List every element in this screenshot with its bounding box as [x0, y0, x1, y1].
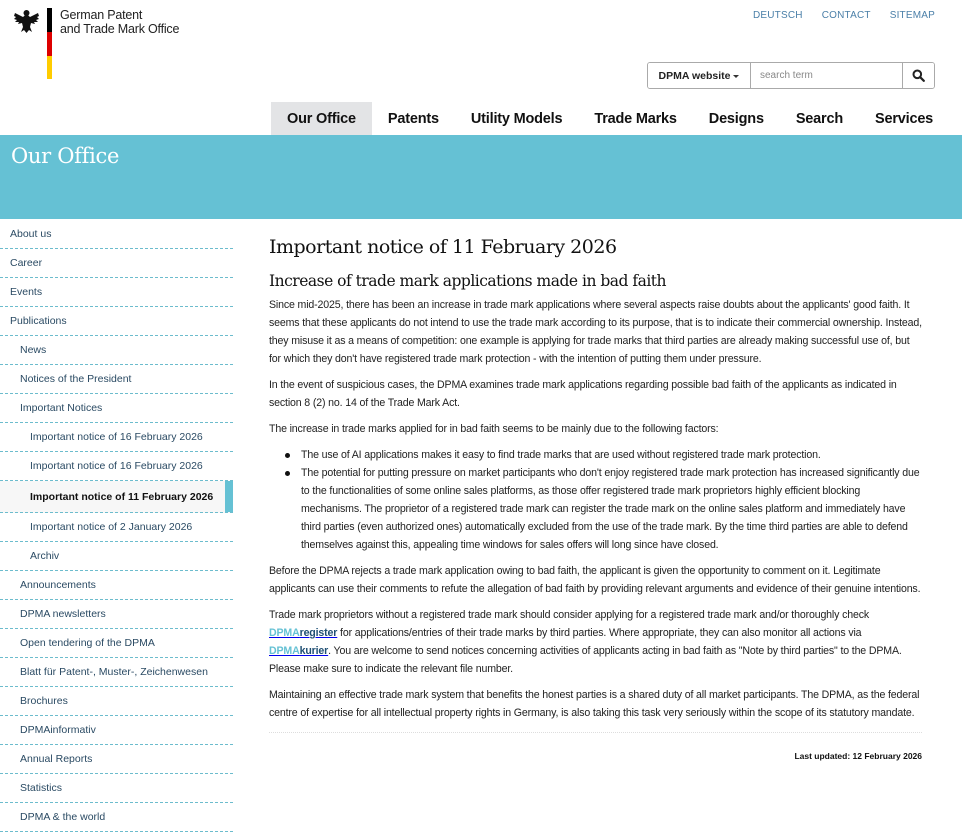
nav-patents[interactable]: Patents: [387, 110, 439, 127]
sidebar-item-archiv[interactable]: [0, 542, 233, 571]
sidebar-item-label: Important notice of 16 February 2026: [30, 431, 203, 443]
sidebar-item-events[interactable]: [0, 278, 233, 307]
link-prefix: DPMA: [269, 645, 300, 657]
nav-utility-models[interactable]: Utility Models: [470, 110, 563, 127]
link-suffix: register: [299, 627, 338, 639]
sidebar-item-announcements[interactable]: [0, 571, 233, 600]
sidebar-item-label: Important notice of 11 February 2026: [30, 490, 214, 503]
nav-trade-marks[interactable]: Trade Marks: [594, 110, 677, 127]
list-item: [285, 446, 922, 464]
german-flag-bar: [47, 8, 52, 79]
paragraph-examination: In the event of suspicious cases, the DPMA examines trade mark applications regarding possible bad faith of the applicants as indicated in section 8 (2) no. 14 of the Trade Mark Act.: [269, 379, 897, 409]
text-segment: . You are welcome to send notices concerning activities of applicants acting in bad faith as "Note by third parties" to the DPMA. Please make sure to indicate the relevant file number.: [269, 645, 902, 675]
dpma-logo[interactable]: [13, 8, 213, 83]
sidebar-item-notice-11-feb-2026[interactable]: [0, 481, 233, 513]
article: [269, 236, 922, 761]
sidebar-item-label: Blatt für Patent-, Muster-, Zeichenwesen: [20, 666, 208, 678]
text-segment: for applications/entries of their trade marks by third parties. Where appropriate, they can also monitor all actions via: [337, 627, 862, 639]
meta-link-sitemap[interactable]: SITEMAP: [889, 10, 935, 21]
sidebar-item-statistics[interactable]: [0, 774, 233, 803]
sidebar-item-important-notices[interactable]: [0, 394, 233, 423]
sidebar-item-label: DPMAinformativ: [20, 724, 96, 736]
search-icon: [912, 69, 925, 82]
sidebar-item-news[interactable]: [0, 336, 233, 365]
sidebar-item-label: Publications: [10, 315, 67, 327]
sidebar-item-label: About us: [10, 228, 52, 240]
paragraph-conclusion: Maintaining an effective trade mark system that benefits the honest parties is a shared duty of all market participants. The DPMA, as the federal centre of expertise for all intellectual property rights in Germany, is also taking this task very seriously within the scope of its statutory mandate.: [269, 689, 920, 719]
main-navigation: [271, 102, 949, 135]
link-prefix: DPMA: [269, 627, 300, 639]
bullet-icon: [285, 471, 290, 476]
sidebar-item-label: Important notice of 16 February 2026: [30, 460, 203, 472]
logo-line-2: and Trade Mark Office: [60, 22, 180, 36]
list-item-text: The potential for putting pressure on market participants who don't enjoy registered trade mark protection has increased significantly due to the functionalities of some online sales platforms, as those offer registered trade mark proprietors highly efficient blocking mechanisms. The proprietor of a registered trade mark can register the trade mark on the online sales platform and immediately have third parties (even authorized ones) automatically excluded from the use of the trade mark. By the time third parties are able to defend themselves against this, appealing time windows for sales offers will long since have closed.: [301, 467, 920, 551]
bullet-icon: [285, 453, 290, 458]
sidebar-item-label: DPMA newsletters: [20, 608, 106, 620]
content-divider: [269, 732, 922, 733]
article-title: Important notice of 11 February 2026: [269, 236, 617, 258]
link-suffix: kurier: [299, 645, 329, 657]
sidebar-item-label: Brochures: [20, 695, 68, 707]
logo-line-1: German Patent: [60, 8, 143, 22]
sidebar-item-dpma-newsletters[interactable]: [0, 600, 233, 629]
nav-designs[interactable]: Designs: [708, 110, 764, 127]
sidebar-item-notice-16-feb-2026-a[interactable]: [0, 423, 233, 452]
sidebar-item-dpmainformativ[interactable]: [0, 716, 233, 745]
nav-search[interactable]: Search: [795, 110, 843, 127]
sidebar-item-label: Statistics: [20, 782, 63, 794]
sidebar-item-label: Notices of the President: [20, 373, 132, 385]
sidebar-item-about-us[interactable]: [0, 220, 233, 249]
sidebar-item-label: DPMA & the world: [20, 811, 106, 823]
sidebar-item-notices-of-the-president[interactable]: [0, 365, 233, 394]
nav-our-office[interactable]: Our Office: [271, 102, 372, 135]
factors-list: [269, 446, 922, 554]
list-item-text: The use of AI applications makes it easy to find trade marks that are used without registered trade mark protection.: [301, 449, 821, 461]
article-subtitle: Increase of trade mark applications made in bad faith: [269, 272, 667, 290]
paragraph-recommendation: [269, 606, 922, 678]
dpmaregister-link[interactable]: [269, 627, 337, 639]
sidebar-item-label: News: [20, 344, 47, 356]
sidebar-item-label: Career: [10, 257, 43, 269]
sidebar-item-dpma-and-the-world[interactable]: [0, 803, 233, 832]
caret-down-icon: [733, 75, 739, 78]
sidebar-item-publications[interactable]: [0, 307, 233, 336]
search-bar: [647, 62, 935, 89]
sidebar-item-label: Important Notices: [20, 402, 103, 414]
sidebar-item-label: Announcements: [20, 579, 96, 591]
sidebar-item-notice-16-feb-2026-b[interactable]: [0, 452, 233, 481]
list-item: [285, 464, 922, 554]
active-indicator: [225, 481, 233, 512]
federal-eagle-icon: [13, 8, 40, 34]
sidebar-item-label: Important notice of 2 January 2026: [30, 521, 193, 533]
meta-link-contact[interactable]: CONTACT: [821, 10, 871, 21]
paragraph-intro: Since mid-2025, there has been an increase in trade mark applications where several aspects raise doubts about the applicants' good faith. It seems that these applicants do not intend to use the trade mark according to its purpose, that is to indicate their commercial ownership. Instead, they misuse it as a means of competition: one example is applying for trade marks that third parties are already making successful use of, but for which they don't have registered trade mark protection - with the intention of putting them under pressure.: [269, 299, 922, 365]
sidebar-item-annual-reports[interactable]: [0, 745, 233, 774]
sidebar-navigation: [0, 220, 233, 832]
sidebar-item-career[interactable]: [0, 249, 233, 278]
sidebar-item-label: Archiv: [30, 550, 60, 562]
sidebar-item-label: Events: [10, 286, 43, 298]
dpmakurier-link[interactable]: [269, 645, 328, 657]
search-button[interactable]: [902, 63, 934, 88]
section-banner: [0, 135, 962, 219]
search-scope-label: DPMA website: [658, 69, 731, 82]
sidebar-item-brochures[interactable]: [0, 687, 233, 716]
sidebar-item-label: Annual Reports: [20, 753, 93, 765]
sidebar-item-notice-2-jan-2026[interactable]: [0, 513, 233, 542]
nav-services[interactable]: Services: [874, 110, 934, 127]
last-updated: Last updated: 12 February 2026: [794, 751, 922, 761]
search-input[interactable]: [751, 63, 902, 88]
paragraph-opportunity: Before the DPMA rejects a trade mark application owing to bad faith, the applicant is given the opportunity to comment on it. Legitimate applicants can use their comments to refute the allegation of bad faith by providing relevant arguments and evidence of their genuine intentions.: [269, 565, 921, 595]
sidebar-item-open-tendering[interactable]: [0, 629, 233, 658]
logo-text: [60, 8, 179, 36]
sidebar-item-label: Open tendering of the DPMA: [20, 637, 155, 649]
text-segment: Trade mark proprietors without a registered trade mark should consider applying for a registered trade mark and/or thoroughly check: [269, 609, 869, 621]
section-title: Our Office: [11, 144, 120, 168]
sidebar-item-blatt[interactable]: [0, 658, 233, 687]
meta-link-deutsch[interactable]: DEUTSCH: [752, 10, 803, 21]
search-scope-dropdown[interactable]: [648, 63, 751, 88]
paragraph-factors: The increase in trade marks applied for in bad faith seems to be mainly due to the following factors:: [269, 423, 719, 435]
meta-navigation: [753, 10, 935, 21]
